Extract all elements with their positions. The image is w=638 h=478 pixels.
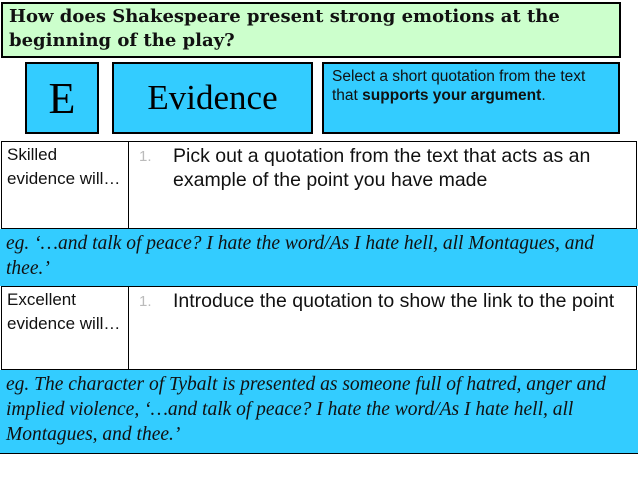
- page-title: How does Shakespeare present strong emotions at the beginning of the play?: [1, 2, 621, 58]
- letter-box: E: [25, 62, 99, 134]
- instruction-end: .: [541, 87, 546, 104]
- list-number: 1.: [139, 293, 152, 310]
- skilled-row: [1, 141, 637, 229]
- excellent-row: [1, 286, 637, 370]
- instruction-text: Select a short quotation from the text that: [332, 68, 586, 104]
- row-content: [129, 142, 636, 228]
- row-label: Skilled evidence will…: [2, 142, 129, 228]
- section-label: Evidence: [112, 62, 313, 134]
- list-number: 1.: [139, 148, 152, 165]
- row-label: Excellent evidence will…: [2, 287, 129, 369]
- row-text: Introduce the quotation to show the link to the point: [173, 290, 615, 312]
- instruction-box: [322, 62, 620, 134]
- row-content: [129, 287, 636, 369]
- instruction-emphasis: supports your argument: [362, 87, 542, 104]
- example-band: eg. The character of Tybalt is presented as someone full of hatred, anger and implied violence, ‘…and talk of peace? I hate the word/As I hate hell, all Montagues, and thee.’: [0, 370, 638, 454]
- row-text: Pick out a quotation from the text that acts as an example of the point you have made: [173, 145, 591, 191]
- example-band: eg. ‘…and talk of peace? I hate the word/As I hate hell, all Montagues, and thee.’: [0, 229, 638, 286]
